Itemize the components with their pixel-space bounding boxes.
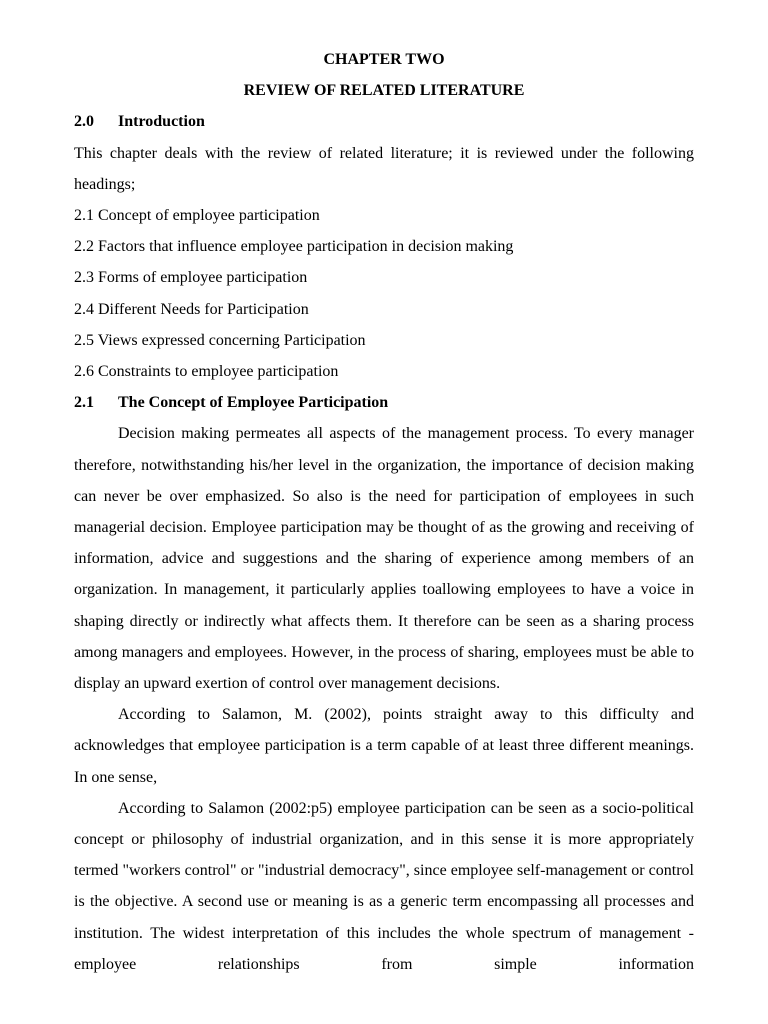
list-item: 2.5 Views expressed concerning Participation — [74, 331, 366, 349]
section-heading-concept — [74, 387, 694, 418]
list-item: 2.2 Factors that influence employee participation in decision making — [74, 238, 514, 256]
section-heading-intro — [74, 106, 694, 137]
list-item: 2.1 Concept of employee participation — [74, 207, 320, 225]
body-paragraph: According to Salamon, M. (2002), points straight away to this difficulty and acknowledges that employee participation is a term capable of at least three different meanings. In one sense, — [74, 706, 694, 786]
intro-paragraph: This chapter deals with the review of related literature; it is reviewed under the following headings; — [74, 144, 694, 193]
headings-list — [74, 200, 694, 387]
body-paragraph: According to Salamon (2002:p5) employee participation can be seen as a socio-political concept or philosophy of industrial organization, and in this sense it is more appropriately termed "workers control" or "industrial democracy", since employee self-management or control is the objective. A second use or meaning is as a generic term encompassing all processes and institution. The widest interpretation of this includes the whole spectrum of management - employee relationships from simple information — [74, 799, 694, 973]
chapter-title: CHAPTER TWO — [323, 51, 445, 68]
section-title: Introduction — [118, 113, 205, 131]
body-paragraph: Decision making permeates all aspects of the management process. To every manager therefore, notwithstanding his/her level in the organization, the importance of decision making can never be over emphasized. So also is the need for participation of employees in such managerial decision. Employee participation may be thought of as the growing and receiving of information, advice and suggestions and the sharing of experience among members of an organization. In management, it particularly applies toallowing employees to have a voice in shaping directly or indirectly what affects them. It therefore can be seen as a sharing process among managers and employees. However, in the process of sharing, employees must be able to display an upward exertion of control over management decisions. — [74, 425, 694, 693]
section-number: 2.1 — [74, 394, 94, 412]
list-item: 2.3 Forms of employee participation — [74, 269, 308, 287]
section-number: 2.0 — [74, 113, 94, 131]
document-page — [74, 44, 694, 980]
chapter-subtitle: REVIEW OF RELATED LITERATURE — [243, 82, 525, 100]
section-title: The Concept of Employee Participation — [118, 394, 389, 412]
list-item: 2.6 Constraints to employee participation — [74, 363, 339, 381]
list-item: 2.4 Different Needs for Participation — [74, 300, 309, 318]
